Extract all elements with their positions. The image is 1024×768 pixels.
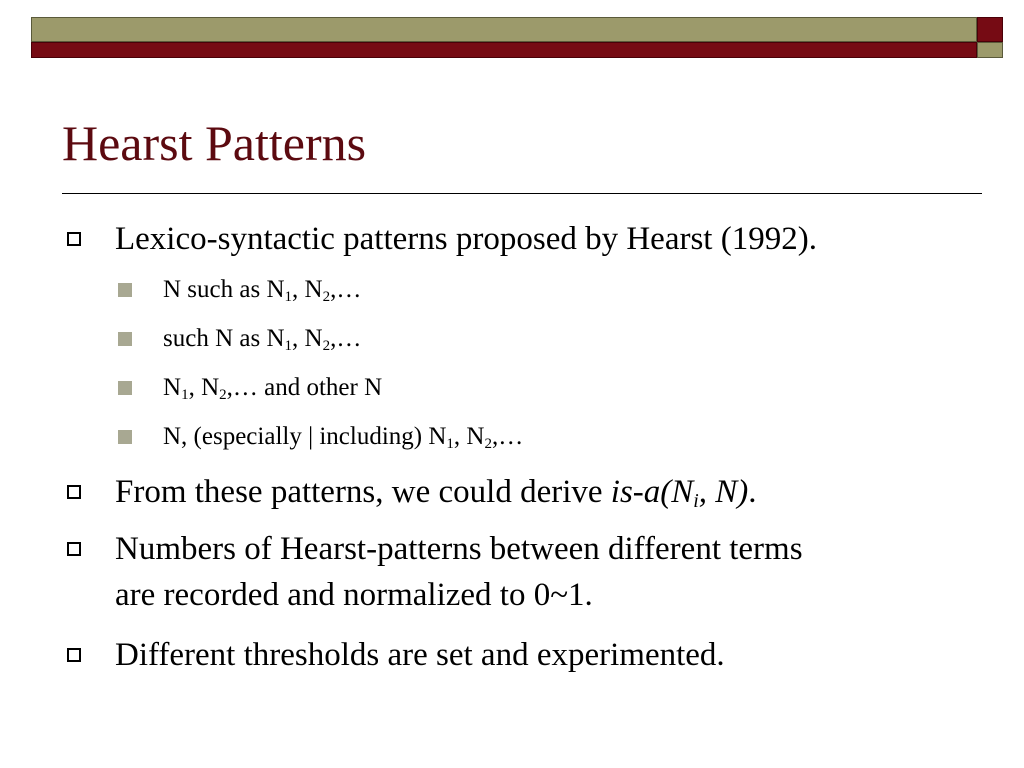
bullet-3-line-2: are recorded and normalized to 0~1. <box>115 577 593 613</box>
hollow-square-bullet-icon <box>67 232 81 246</box>
sub-bullet-1: N such as $N_1$, $N_2,\dots$ <box>163 276 362 305</box>
slide-title: Hearst Patterns <box>62 115 367 171</box>
filled-square-bullet-icon <box>118 283 132 297</box>
bullet-2-text: From these patterns, we could derive $is-a(N_i$, N). <box>115 474 757 512</box>
hollow-square-bullet-icon <box>67 648 81 662</box>
sub-bullet-4: N, (especially | including) $N_1$, $N_2,\dots$ <box>163 423 524 452</box>
bullet-1-text: Lexico-syntactic patterns proposed by Hearst (1992). <box>115 221 817 257</box>
sub-bullet-2: such N as $N_1$, $N_2,\dots$ <box>163 325 362 354</box>
filled-square-bullet-icon <box>118 430 132 444</box>
filled-square-bullet-icon <box>118 332 132 346</box>
filled-square-bullet-icon <box>118 381 132 395</box>
bullet-4-text: Different thresholds are set and experimented. <box>115 637 725 673</box>
hollow-square-bullet-icon <box>67 485 81 499</box>
sub-bullet-3: $N_1$, $N_2,\dots$ and other N <box>163 374 383 403</box>
hollow-square-bullet-icon <box>67 542 81 556</box>
bullet-3-line-1: Numbers of Hearst-patterns between different terms <box>115 531 803 567</box>
